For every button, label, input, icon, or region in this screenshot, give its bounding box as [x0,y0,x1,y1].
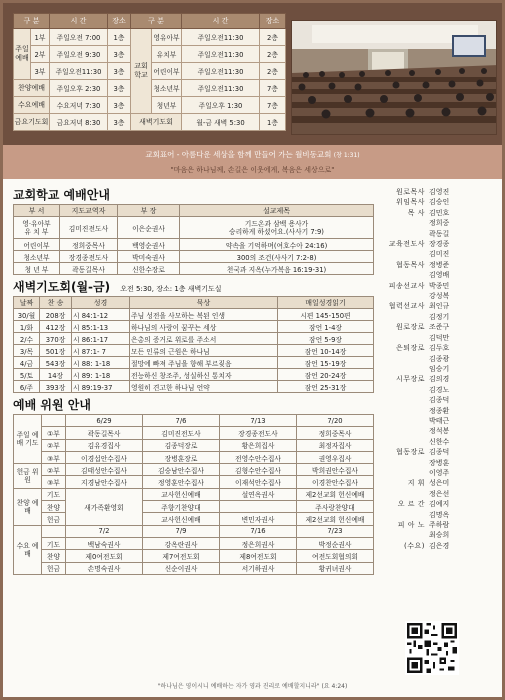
dawn-meditation: 하나님의 사랑이 꿈꾸는 세상 [130,321,278,333]
sched-place: 3층 [108,63,131,80]
duty-name: 권영우집사 [297,451,374,463]
staff-name: 주하람 [429,521,450,529]
motto-reference: (창 1:31) [333,152,360,159]
dawn-date: 3/목 [14,345,40,357]
table-row [14,321,374,333]
dawn-hymn: 208장 [40,309,72,321]
table-row [14,369,374,381]
duty-name: 김유경집사 [66,439,143,451]
dawn-prayer-label: 새벽기도회 [131,114,182,131]
table-row [14,357,374,369]
staff-name: 김예지 [429,500,450,509]
duty-date: 7/9 [143,525,220,537]
staff-name: 김두호 [429,344,450,353]
staff-name: 장병훈 [429,458,450,467]
dawn-hymn: 412장 [40,321,72,333]
staff-entry [379,208,495,239]
duty-part: 기도 [42,537,66,549]
table-row [14,309,374,321]
duty-part: ③부 [42,476,66,488]
staff-directory [379,187,495,551]
table-row [14,381,374,393]
staff-names [429,374,491,447]
staff-names [429,322,491,343]
sched-place: 2층 [260,29,286,46]
dawn-header: 날짜 [14,297,40,309]
duty-name: 김미진전도사 [143,427,220,439]
staff-entry [379,322,495,343]
staff-entry [379,187,495,197]
duty-name: 교사헌신예배 [143,488,220,500]
friday-prayer-label: 금요기도회 [14,114,50,131]
sched-header: 시 간 [50,14,108,29]
staff-role: 협동목사 [395,260,425,269]
dawn-prayer-table [13,296,374,393]
staff-name: 김의경 [429,375,450,384]
duty-name: 김형수안수집사 [220,464,297,476]
staff-name: 성은미 [429,479,450,488]
staff-role: 협동장로 [395,448,425,457]
staff-name: 신한수 [429,437,450,446]
dawn-bible: 시 86:1-17 [72,333,130,345]
staff-entry [379,447,495,478]
staff-names [429,447,491,478]
staff-entry [379,260,495,281]
duty-part: 헌금 [42,562,66,574]
staff-role: 피송선교사 [388,281,425,290]
motto-label: 교회표어 [145,150,175,159]
duty-name: 김승남안수집사 [143,464,220,476]
school-head: 이은순권사 [118,217,180,239]
duty-part: ②부 [42,464,66,476]
school-sermon: 약속을 기억하며(여호수아 24:16) [180,239,374,251]
sched-time: 월-금 새벽 5:30 [182,114,260,131]
dawn-title-suffix: (월-금) [70,280,111,294]
staff-names [429,499,491,520]
staff-name: 박태근 [429,416,450,425]
staff-entry [379,239,495,260]
wednesday-duty-label: 수요 예배 [14,525,42,574]
duty-name: 주향기찬양대 [143,501,220,513]
duty-name: 백남숙권사 [66,537,143,549]
sched-place: 1층 [260,114,286,131]
duty-date: 7/2 [66,525,143,537]
sched-time: 주일오후 2:30 [50,80,108,97]
praise-worship-label: 찬양예배 [14,80,50,97]
staff-name: 정석봉 [429,427,450,436]
school-header: 설교제목 [180,205,374,217]
duty-date: 7/23 [297,525,374,537]
church-school-label: 교회학교 [131,29,152,114]
sched-place: 2층 [260,46,286,63]
staff-entry [379,478,495,499]
staff-name: 김영배 [429,271,450,280]
dawn-reading: 잠언 20-24장 [278,369,374,381]
sched-time: 주일오전11:30 [182,80,260,97]
sched-name: 영유아부 [152,29,182,46]
motto-band [3,145,502,179]
dawn-header: 찬 송 [40,297,72,309]
duty-name: 신순이권사 [143,562,220,574]
dawn-reading: 잠언 25-31장 [278,381,374,393]
staff-names [429,520,491,541]
sched-time: 주일오전11:30 [182,29,260,46]
school-dept: 어린이부 [14,239,60,251]
dawn-section-title [13,279,373,296]
staff-name: 정은선 [429,489,450,498]
duty-name: 전영수안수집사 [220,451,297,463]
school-pastor: 곽동길목사 [60,263,118,275]
staff-role: 협력선교사 [388,302,425,311]
school-sermon: 기드온과 삼백 용사가 승리하게 하셨어요.(사사기 7:9) [180,217,374,239]
dawn-date: 2/수 [14,333,40,345]
staff-names [429,239,491,260]
worship-schedule-section [3,3,502,145]
staff-name: 박종민 [429,281,450,290]
sched-place: 7층 [260,97,286,114]
dawn-date: 6/주 [14,381,40,393]
sched-sub: 3부 [31,63,50,80]
duty-name: 황은희집사 [220,439,297,451]
worship-schedule-table [13,13,286,131]
staff-entry [379,499,495,520]
staff-entry [379,281,495,302]
sched-header: 장소 [260,14,286,29]
dawn-hymn: 393장 [40,381,72,393]
dawn-hymn: 543장 [40,357,72,369]
duty-date: 6/29 [66,415,143,427]
dawn-reading: 잠언 5-9장 [278,333,374,345]
sched-time: 수요저녁 7:30 [50,97,108,114]
staff-role: 오 르 간 [397,500,425,509]
dawn-header: 매일성경읽기 [278,297,374,309]
dawn-reading: 시편 145-150편 [278,309,374,321]
staff-entry [379,343,495,374]
school-head: 박미숙권사 [118,251,180,263]
dawn-bible: 시 89:19-37 [72,381,130,393]
staff-name: 최승희 [429,531,450,540]
dawn-date: 4/금 [14,357,40,369]
duty-name: 서기하권사 [220,562,297,574]
staff-name: 김덕만 [429,333,450,342]
dawn-meditation: 모든 인류의 근원은 하나님 [130,345,278,357]
staff-role: (수요) [404,541,425,550]
staff-name: 이영주 [429,468,450,477]
school-pastor: 정희중목사 [60,239,118,251]
duty-date: 7/16 [220,525,297,537]
sched-header: 구 분 [131,14,182,29]
sched-sub: 1부 [31,29,50,46]
sched-time: 주일오후 1:30 [182,97,260,114]
sched-place: 3층 [108,80,131,97]
duty-name: 손명숙권사 [66,562,143,574]
dawn-meditation: 전능하신 창조주, 성실하신 통치자 [130,369,278,381]
duty-name: 정희중목사 [297,427,374,439]
sched-name: 청소년부 [152,80,182,97]
staff-name: 김종덕 [429,396,450,405]
duty-name: 교사헌신예배 [143,513,220,525]
duty-part: ①부 [42,427,66,439]
sanctuary-photo [291,20,497,135]
duty-date: 7/6 [143,415,220,427]
dawn-title: 새벽기도회 [13,280,71,294]
school-header: 지도교역자 [60,205,118,217]
staff-name: 조준구 [429,323,450,332]
staff-names [429,197,491,207]
duty-name: 여전도회협의회 [297,550,374,562]
staff-name: 김경노 [429,385,450,394]
church-slogan: "마음은 하나님께, 손길은 이웃에게, 복음은 세상으로" [170,166,335,174]
dawn-date: 1/화 [14,321,40,333]
table-row [14,345,374,357]
duty-section-title: 예배 위원 안내 [13,398,91,412]
school-dept: 청 년 부 [14,263,60,275]
duty-name: 곽동길목사 [66,427,143,439]
sched-time: 주일오전 7:00 [50,29,108,46]
dawn-meditation: 절망에 빠져 주님을 향해 부르짖음 [130,357,278,369]
staff-role: 지 휘 [407,479,425,488]
staff-name: 김종광 [429,354,450,363]
staff-role: 원로장로 [395,323,425,332]
sched-time: 금요저녁 8:30 [50,114,108,131]
duty-part: 찬양 [42,550,66,562]
staff-name: 김승인 [429,198,450,207]
duty-part: ③부 [42,451,66,463]
sched-sub: 2부 [31,46,50,63]
dawn-reading: 잠언 1-4장 [278,321,374,333]
duty-name: 이경찬안수집사 [297,476,374,488]
staff-name: 곽동길 [429,229,450,238]
staff-role: 목 사 [407,208,425,217]
sched-time: 주일오전11:30 [50,63,108,80]
duty-name: 제2선교회 헌신예배 [297,488,374,500]
dawn-hymn: 370장 [40,333,72,345]
sched-name: 청년부 [152,97,182,114]
duty-date: 7/13 [220,415,297,427]
duty-name: 장경종전도사 [220,427,297,439]
duty-name: 강옥란권사 [143,537,220,549]
duty-name: 이재석안수집사 [220,476,297,488]
staff-name: 김미진 [429,250,450,259]
sched-place: 3층 [108,97,131,114]
duty-name: 새가족환영회 [66,488,143,525]
duty-name: 정영훈안수집사 [143,476,220,488]
duty-name: 박희권안수집사 [297,464,374,476]
sched-name: 유치부 [152,46,182,63]
duty-name: 최정자집사 [297,439,374,451]
school-head: 백영순권사 [118,239,180,251]
staff-name: 김종덕 [429,448,450,457]
duty-name: 설연옥권사 [220,488,297,500]
motto-text: - 아름다운 세상을 함께 만들어 가는 월비동교회 [176,150,332,159]
sched-place: 3층 [108,114,131,131]
wednesday-worship-label: 수요예배 [14,97,50,114]
dawn-meditation: 주님 성전을 사모하는 복된 인생 [130,309,278,321]
sched-place: 7층 [260,80,286,97]
sunday-worship-label: 주일 예배 [14,29,31,80]
staff-entry [379,541,495,551]
dawn-header: 성경 [72,297,130,309]
school-header: 부 서 [14,205,60,217]
duty-date: 7/20 [297,415,374,427]
staff-entry [379,197,495,207]
duty-name: 제7여전도회 [143,550,220,562]
staff-entry [379,374,495,447]
staff-entry [379,520,495,541]
sched-place: 1층 [108,29,131,46]
staff-list [379,187,495,551]
offering-label: 헌금 위원 [14,464,42,489]
sched-time: 주일오전11:30 [182,46,260,63]
staff-name: 김민호 [429,208,450,217]
sched-place: 3층 [108,46,131,63]
staff-name: 정병준 [429,260,450,269]
school-dept: 영·유아부 유 치 부 [14,217,60,239]
praise-worship-duty-label: 찬양 예배 [14,488,42,525]
dawn-reading: 잠언 10-14장 [278,345,374,357]
staff-name: 최인규 [429,302,450,311]
main-column [13,187,373,575]
staff-role: 교육전도사 [388,240,425,249]
staff-name: 정종환 [429,406,450,415]
dawn-hymn: 501장 [40,345,72,357]
staff-name: 임승기 [429,364,450,373]
worship-committee-table [13,414,374,575]
church-school-table [13,204,374,275]
sched-place: 2층 [260,63,286,80]
dawn-subtitle: 오전 5:30, 장소: 1층 새벽기도실 [120,285,222,293]
duty-part: ②부 [42,439,66,451]
staff-names [429,541,491,551]
dawn-date: 30/월 [14,309,40,321]
school-sermon: 300의 조건(사사기 7:2-8) [180,251,374,263]
staff-names [429,260,491,281]
staff-names [429,208,491,239]
staff-names [429,301,491,322]
duty-name: 김종덕장로 [143,439,220,451]
dawn-bible: 시 85:1-13 [72,321,130,333]
staff-name: 정희중 [429,219,450,228]
duty-name: 이경섭안수집사 [66,451,143,463]
qr-code [405,621,459,675]
staff-names [429,187,491,197]
dawn-bible: 시 88: 1-18 [72,357,130,369]
staff-role: 위임목사 [395,198,425,207]
sunday-prayer-label: 주일 예배 기도 [14,415,42,464]
school-dept: 청소년부 [14,251,60,263]
duty-name: 장병훈장로 [143,451,220,463]
sched-name: 어린이부 [152,63,182,80]
sched-time: 주일오전11:30 [182,63,260,80]
sched-header: 장소 [108,14,131,29]
sched-time: 주일오전 9:30 [50,46,108,63]
dawn-bible: 시 84:1-12 [72,309,130,321]
staff-names [429,343,491,374]
footer-verse: "하나님은 영이시니 예배하는 자가 영과 진리로 예배할지니라" (요 4:24) [157,683,348,690]
dawn-meditation: 영원히 견고한 하나님 언약 [130,381,278,393]
duty-name: 지경남안수집사 [66,476,143,488]
sched-header: 구 분 [14,14,50,29]
staff-name: 장경종 [429,240,450,249]
duty-part: 헌금 [42,513,66,525]
school-section-title: 교회학교 예배안내 [13,188,110,202]
dawn-meditation: 은총의 증거로 위로를 주소서 [130,333,278,345]
duty-name: 정은희권사 [220,537,297,549]
bulletin-page [3,3,502,697]
staff-name: 김영진 [429,188,450,196]
staff-name: 김은경 [429,541,450,550]
sched-header: 시 간 [182,14,260,29]
duty-name: 주사랑찬양대 [297,501,374,513]
staff-name: 김정기 [429,312,450,321]
duty-name: 제2선교회 헌신예배 [297,513,374,525]
church-motto [3,149,502,160]
staff-names [429,478,491,499]
dawn-reading: 잠언 15-19장 [278,357,374,369]
staff-role: 은퇴장로 [395,344,425,353]
staff-role: 피 아 노 [397,521,425,529]
staff-entry [379,301,495,322]
duty-name: 황귀녀권사 [297,562,374,574]
duty-part: 기도 [42,488,66,500]
duty-name: 박정순권사 [297,537,374,549]
school-head: 신한수장로 [118,263,180,275]
dawn-bible: 시 87:1- 7 [72,345,130,357]
dawn-header: 묵상 [130,297,278,309]
dawn-bible: 시 89: 1-18 [72,369,130,381]
duty-name: 제0여전도회 [66,550,143,562]
dawn-hymn: 14장 [40,369,72,381]
duty-name: 김태성안수집사 [66,464,143,476]
duty-part: 찬양 [42,501,66,513]
school-sermon: 천국과 지옥(누가복음 16:19-31) [180,263,374,275]
dawn-date: 5/토 [14,369,40,381]
school-header: 부 장 [118,205,180,217]
staff-role: 시무장로 [395,375,425,384]
staff-names [429,281,491,302]
duty-name: 변민자권사 [220,513,297,525]
staff-role: 원로목사 [395,188,425,196]
school-pastor: 장경종전도사 [60,251,118,263]
school-pastor: 김미진전도사 [60,217,118,239]
table-row [14,333,374,345]
staff-name: 김명옥 [429,510,450,519]
staff-name: 강성복 [429,292,450,301]
duty-name [220,501,297,513]
duty-name: 제8여전도회 [220,550,297,562]
